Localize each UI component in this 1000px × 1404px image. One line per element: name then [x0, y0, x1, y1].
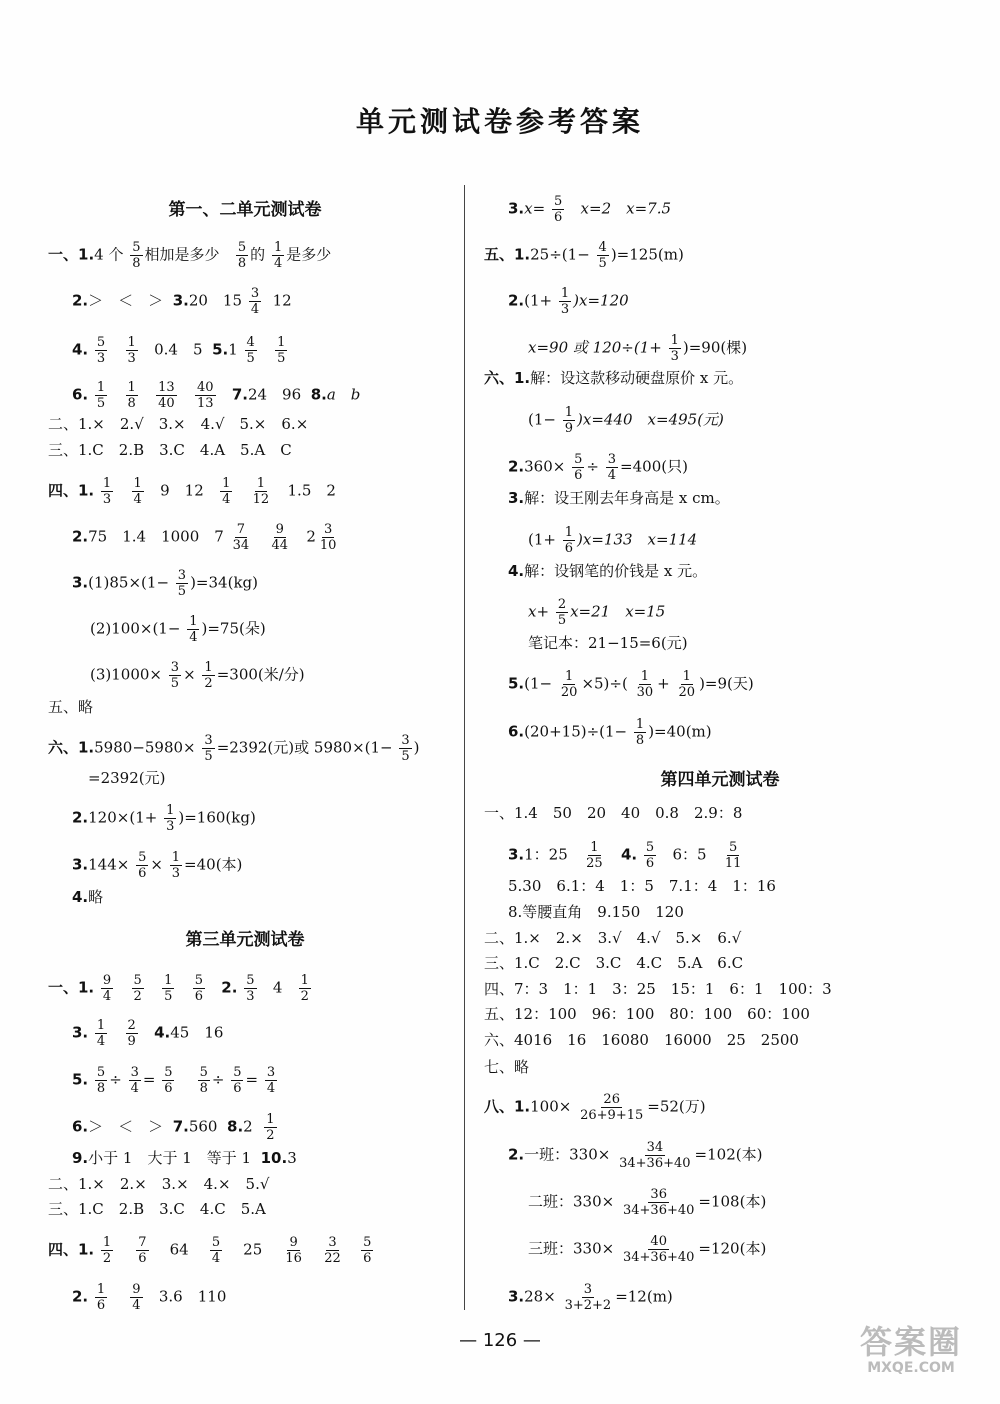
fraction: $\frac{1}{3}$ [560, 286, 570, 317]
fraction: $\frac{5}{4}$ [211, 1235, 221, 1266]
fraction: $\frac{1}{2}$ [266, 1112, 275, 1143]
fraction: $\frac{9}{16}$ [285, 1235, 302, 1266]
fraction: $\frac{5}{6}$ [574, 452, 583, 483]
fraction: $\frac{5}{3}$ [246, 973, 255, 1004]
fraction: $\frac{3}{4}$ [266, 1065, 276, 1096]
fraction: $\frac{1}{2}$ [102, 1235, 112, 1266]
answer-line: 2.75 1.4 1000 7 $\frac{7}{34}$ $\frac{9}{44}$ 2 $\frac{3}{10}$ [72, 522, 337, 553]
answer-line: 3. $\frac{1}{4}$ $\frac{2}{9}$ 4.45 16 [72, 1018, 224, 1049]
answer-line: x+ $\frac{2}{5}$ x=21 x=15 [528, 597, 666, 628]
answer-line: 4. $\frac{5}{3}$ $\frac{1}{3}$ 0.4 5 5.1 $\frac{4}{5}$ $\frac{1}{5}$ [72, 335, 286, 366]
fraction: $\frac{7}{34}$ [232, 522, 250, 553]
fraction: $\frac{5}{8}$ [237, 240, 247, 271]
fraction: $\frac{5}{6}$ [553, 194, 563, 225]
fraction: $\frac{3}{5}$ [177, 568, 187, 599]
answer-line: 3.144× $\frac{5}{6}$ × $\frac{1}{3}$ =40(本) [72, 850, 243, 881]
column-divider [464, 185, 465, 1310]
fraction: $\frac{3}{3+2+2}$ [564, 1282, 612, 1313]
fraction: $\frac{1}{4}$ [133, 476, 142, 507]
answer-line: 6.(20+15)÷(1− $\frac{1}{8}$ )=40(m) [508, 717, 712, 748]
answer-line: 五、1.25÷(1− $\frac{4}{5}$ )=125(m) [484, 240, 684, 271]
fraction: $\frac{3}{22}$ [324, 1235, 341, 1266]
fraction: $\frac{2}{5}$ [557, 597, 567, 628]
fraction: $\frac{1}{8}$ [127, 380, 136, 411]
answer-line: 二班：330× $\frac{36}{34+36+40}$ =108(本) [528, 1187, 767, 1218]
answer-line: (1− $\frac{1}{9}$ )x=440 x=495(元) [528, 405, 724, 436]
fraction: $\frac{34}{34+36+40}$ [619, 1140, 691, 1171]
fraction: $\frac{1}{5}$ [277, 335, 286, 366]
answer-line: 8.等腰直角 9.150 120 [508, 903, 684, 921]
answer-line: 六、4016 16 16080 16000 25 2500 [484, 1031, 799, 1049]
answer-line: (2)100×(1− $\frac{1}{4}$ )=75(朵) [90, 614, 266, 645]
answer-line: 2. $\frac{1}{6}$ $\frac{9}{4}$ 3.6 110 [72, 1282, 227, 1313]
answer-line: 三、1.C 2.C 3.C 4.C 5.A 6.C [484, 954, 744, 972]
answer-line: 一、1.4 个 $\frac{5}{8}$ 相加是多少 $\frac{5}{8}$ 的 $\frac{1}{4}$ 是多少 [48, 240, 332, 271]
fraction: $\frac{1}{4}$ [96, 1018, 106, 1049]
answer-line: 一、1. $\frac{9}{4}$ $\frac{5}{2}$ $\frac{1}{5}$ $\frac{5}{6}$ 2. $\frac{5}{3}$ 4 $\frac{1}{2}$ [48, 973, 309, 1004]
answer-line: 四、1. $\frac{1}{3}$ $\frac{1}{4}$ 9 12 $\frac{1}{4}$ $\frac{1}{12}$ 1.5 2 [48, 476, 336, 507]
answer-line: 5. $\frac{5}{8}$ ÷ $\frac{3}{4}$ = $\frac{5}{6}$ $\frac{5}{8}$ ÷ $\frac{5}{6}$ = $\frac{3}{4}$ [72, 1065, 276, 1096]
fraction: $\frac{5}{8}$ [96, 1065, 106, 1096]
fraction: $\frac{5}{6}$ [233, 1065, 242, 1096]
fraction: $\frac{3}{4}$ [250, 286, 260, 317]
fraction: $\frac{1}{2}$ [204, 660, 213, 691]
fraction: $\frac{1}{3}$ [102, 476, 112, 507]
fraction: $\frac{3}{5}$ [401, 733, 410, 764]
fraction: $\frac{5}{6}$ [363, 1235, 372, 1266]
fraction: $\frac{1}{8}$ [635, 717, 645, 748]
answer-line: 笔记本：21−15=6(元) [528, 634, 688, 652]
fraction: $\frac{5}{8}$ [132, 240, 141, 271]
fraction: $\frac{1}{3}$ [670, 333, 679, 364]
fraction: $\frac{1}{4}$ [273, 240, 283, 271]
answer-line: 3.1：25 $\frac{1}{25}$ 4. $\frac{5}{6}$ 6：5 $\frac{5}{11}$ [508, 840, 742, 871]
fraction: $\frac{3}{4}$ [130, 1065, 139, 1096]
answer-line: 2.＞ ＜ ＞ 3.20 15 $\frac{3}{4}$ 12 [72, 286, 292, 317]
answer-line: 2.120×(1+ $\frac{1}{3}$ )=160(kg) [72, 803, 256, 834]
answer-line: (3)1000× $\frac{3}{5}$ × $\frac{1}{2}$ =300(米/分) [90, 660, 305, 691]
answer-line: 八、1.100× $\frac{26}{26+9+15}$ =52(万) [484, 1092, 706, 1123]
fraction: $\frac{5}{6}$ [164, 1065, 173, 1096]
fraction: $\frac{7}{6}$ [138, 1235, 147, 1266]
answer-line: 三、1.C 2.B 3.C 4.C 5.A [48, 1200, 266, 1218]
fraction: $\frac{40}{34+36+40}$ [622, 1234, 695, 1265]
fraction: $\frac{3}{5}$ [170, 660, 180, 691]
answer-line: (1+ $\frac{1}{6}$ )x=133 x=114 [528, 525, 698, 556]
answer-line: 2.360× $\frac{5}{6}$ ÷ $\frac{3}{4}$ =400(只) [508, 452, 688, 483]
fraction: $\frac{1}{5}$ [96, 380, 106, 411]
fraction: $\frac{5}{8}$ [199, 1065, 208, 1096]
fraction: $\frac{1}{9}$ [564, 405, 574, 436]
answer-line: 六、1.解：设这款移动硬盘原价 x 元。 [484, 369, 744, 387]
answer-line: 4.略 [72, 888, 104, 906]
fraction: $\frac{5}{6}$ [138, 850, 147, 881]
fraction: $\frac{1}{3}$ [127, 335, 136, 366]
answer-line: 3.28× $\frac{3}{3+2+2}$ =12(m) [508, 1282, 673, 1313]
answer-line: 2.一班：330× $\frac{34}{34+36+40}$ =102(本) [508, 1140, 763, 1171]
fraction: $\frac{1}{2}$ [300, 973, 309, 1004]
fraction: $\frac{36}{34+36+40}$ [622, 1187, 695, 1218]
answer-line: 4.解：设钢笔的价钱是 x 元。 [508, 562, 708, 580]
fraction: $\frac{26}{26+9+15}$ [580, 1092, 644, 1123]
fraction: $\frac{1}{6}$ [564, 525, 574, 556]
watermark-logo: 答案圈 MXQE.COM [859, 1323, 962, 1376]
answer-line: 3.解：设王刚去年身高是 x cm。 [508, 489, 730, 507]
fraction: $\frac{1}{4}$ [222, 476, 231, 507]
fraction: $\frac{5}{6}$ [645, 840, 655, 871]
answer-line: 二、1.× 2.× 3.√ 4.√ 5.× 6.√ [484, 929, 742, 947]
fraction: $\frac{9}{4}$ [102, 973, 112, 1004]
answer-line: 3.(1)85×(1− $\frac{3}{5}$ )=34(kg) [72, 568, 258, 599]
fraction: $\frac{13}{40}$ [158, 380, 175, 411]
fraction: $\frac{2}{9}$ [127, 1018, 136, 1049]
answer-line: 2.(1+ $\frac{1}{3}$ )x=120 [508, 286, 629, 317]
fraction: $\frac{4}{5}$ [598, 240, 607, 271]
answer-line: 6.＞ ＜ ＞ 7.560 8.2 $\frac{1}{2}$ [72, 1112, 275, 1143]
fraction: $\frac{5}{6}$ [194, 973, 203, 1004]
fraction: $\frac{5}{11}$ [724, 840, 742, 871]
fraction: $\frac{1}{25}$ [586, 840, 603, 871]
fraction: $\frac{9}{44}$ [271, 522, 288, 553]
fraction: $\frac{1}{30}$ [636, 669, 654, 700]
answer-line: 二、1.× 2.√ 3.× 4.√ 5.× 6.× [48, 415, 309, 433]
answer-line: 二、1.× 2.× 3.× 4.× 5.√ [48, 1175, 270, 1193]
answer-line: 6. $\frac{1}{5}$ $\frac{1}{8}$ $\frac{13}{40}$ $\frac{40}{13}$ 7.24 96 8.a b [72, 380, 361, 411]
fraction: $\frac{1}{6}$ [96, 1282, 106, 1313]
answer-line: 五、略 [48, 698, 94, 716]
answer-line: x=90 或 120÷(1+ $\frac{1}{3}$ )=90(棵) [528, 333, 748, 364]
fraction: $\frac{1}{5}$ [164, 973, 173, 1004]
fraction: $\frac{3}{5}$ [204, 733, 213, 764]
fraction: $\frac{1}{12}$ [252, 476, 270, 507]
answer-line: 5.30 6.1：4 1：5 7.1：4 1：16 [508, 877, 776, 895]
answer-line: 三、1.C 2.B 3.C 4.A 5.A C [48, 441, 292, 459]
section-title-unit-3: 第三单元测试卷 [185, 930, 305, 950]
fraction: $\frac{40}{13}$ [196, 380, 214, 411]
fraction: $\frac{5}{3}$ [96, 335, 106, 366]
fraction: $\frac{1}{3}$ [166, 803, 175, 834]
answer-line: 3.x= $\frac{5}{6}$ x=2 x=7.5 [508, 194, 672, 225]
fraction: $\frac{5}{2}$ [133, 973, 142, 1004]
section-title-unit-4: 第四单元测试卷 [660, 770, 780, 790]
answer-line: 四、1. $\frac{1}{2}$ $\frac{7}{6}$ 64 $\frac{5}{4}$ 25 $\frac{9}{16}$ $\frac{3}{22}$ $\frac{5}{6}$ [48, 1235, 372, 1266]
page-number: — 126 — [459, 1330, 541, 1351]
answer-line: 9.小于 1 大于 1 等于 1 10.3 [72, 1149, 297, 1167]
fraction: $\frac{4}{5}$ [246, 335, 255, 366]
fraction: $\frac{9}{4}$ [132, 1282, 141, 1313]
answer-line: 一、1.4 50 20 40 0.8 2.9：8 [484, 804, 743, 822]
answer-line: 5.(1− $\frac{1}{20}$ ×5)÷( $\frac{1}{30}$ + $\frac{1}{20}$ )=9(天) [508, 669, 754, 700]
answer-line: 六、1.5980−5980× $\frac{3}{5}$ =2392(元)或 5980×(1− $\frac{3}{5}$ ) [48, 733, 420, 764]
fraction: $\frac{3}{4}$ [607, 452, 617, 483]
fraction: $\frac{1}{4}$ [189, 614, 198, 645]
answer-line: 七、略 [484, 1058, 530, 1076]
answer-line: 四、7：3 1：1 3：25 15：1 6：1 100：3 [484, 980, 832, 998]
answer-line: =2392(元) [88, 769, 166, 787]
fraction: $\frac{1}{3}$ [171, 850, 181, 881]
answer-line: 三班：330× $\frac{40}{34+36+40}$ =120(本) [528, 1234, 767, 1265]
answer-line: 五、12：100 96：100 80：100 60：100 [484, 1005, 810, 1023]
fraction: $\frac{3}{10}$ [319, 522, 337, 553]
section-title-unit-1-2: 第一、二单元测试卷 [168, 200, 322, 220]
page-title: 单元测试卷参考答案 [355, 105, 644, 138]
fraction: $\frac{1}{20}$ [678, 669, 696, 700]
fraction: $\frac{1}{20}$ [560, 669, 578, 700]
